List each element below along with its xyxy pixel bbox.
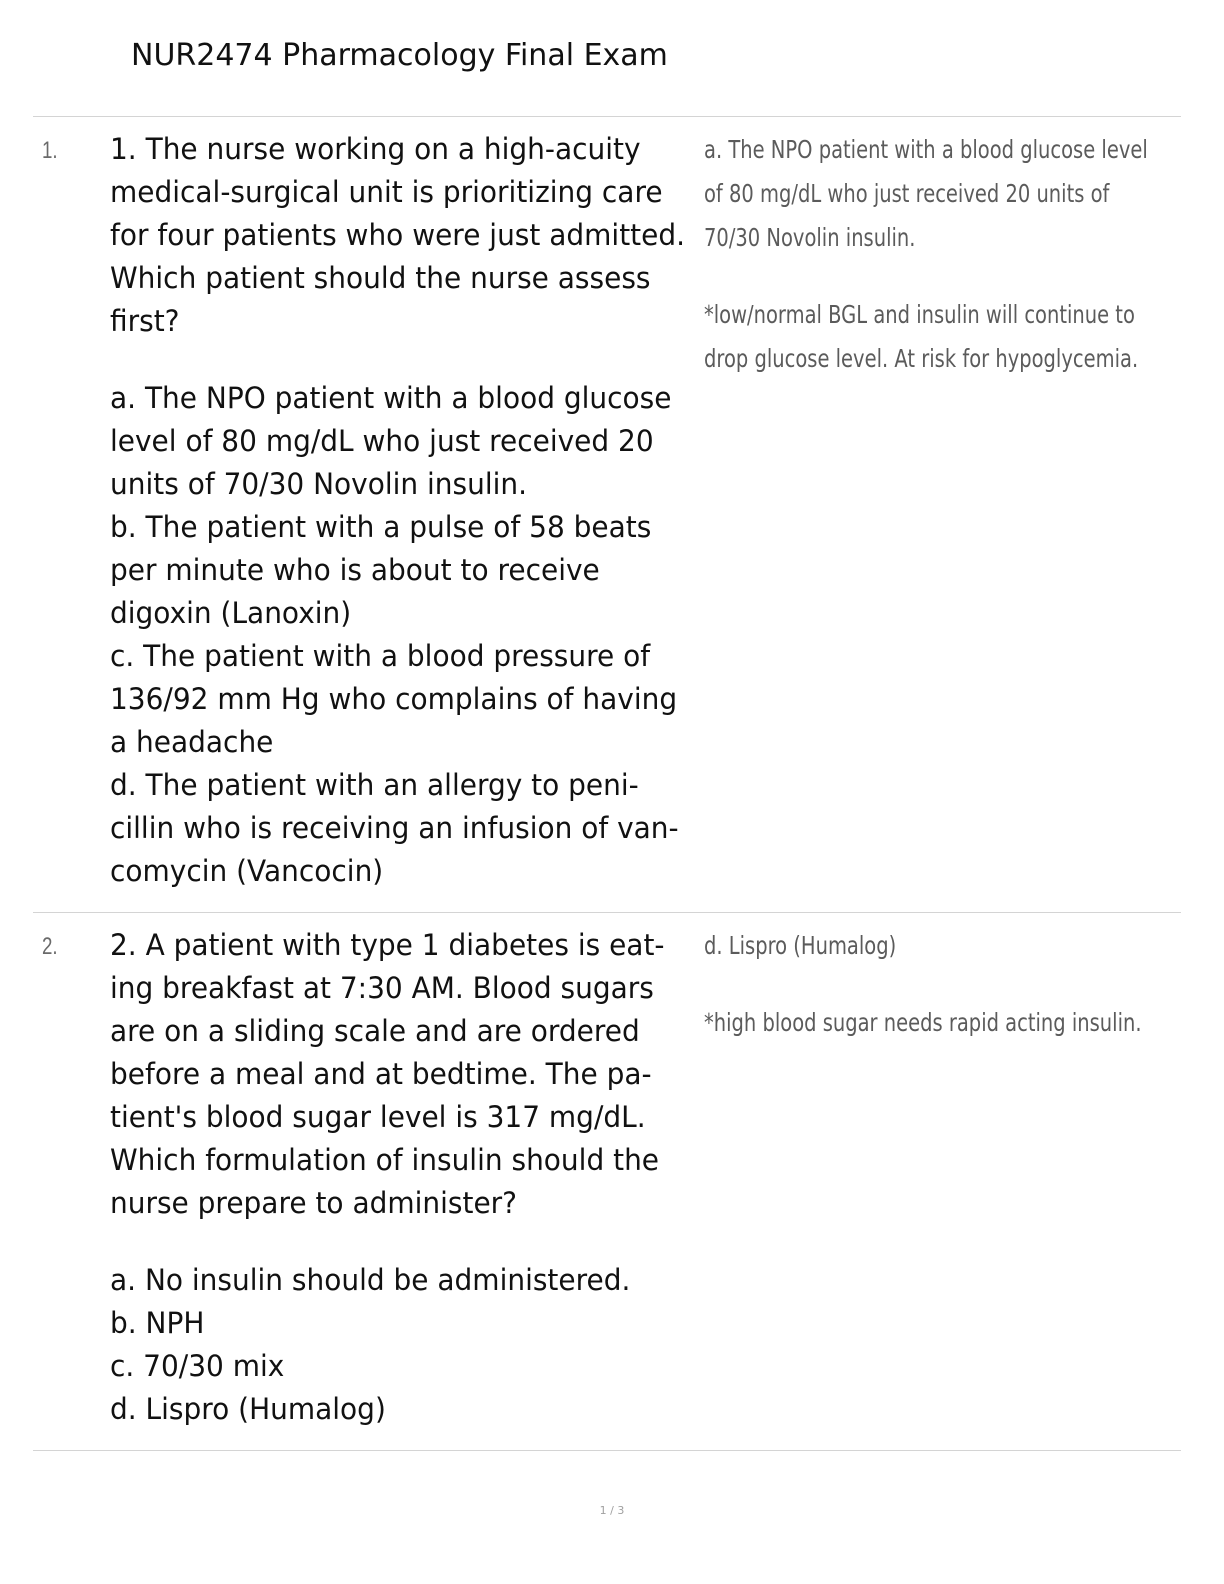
option-a: a. No insulin should be administered. bbox=[110, 1263, 631, 1297]
document-title: NUR2474 Pharmacology Final Exam bbox=[131, 38, 668, 73]
divider-top bbox=[33, 116, 1181, 117]
divider-middle bbox=[33, 912, 1181, 913]
option-d: d. The patient with an allergy to penicillin who is receiving an infusion of vancomycin (Vancocin) bbox=[110, 768, 679, 888]
answer-text: a. The NPO patient with a blood glucose level of 80 mg/dL who just received 20 units of 70/30 Novolin insulin. bbox=[704, 135, 1148, 252]
answer-text: d. Lispro (Humalog) bbox=[704, 931, 897, 960]
answer-rationale: *high blood sugar needs rapid acting insulin. bbox=[704, 1008, 1142, 1037]
option-a: a. The NPO patient with a blood glucose level of 80 mg/dL who just received 20 units of 70/30 Novolin insulin. bbox=[110, 381, 672, 501]
options-list bbox=[110, 377, 689, 893]
question-number: 1. bbox=[42, 137, 58, 164]
question-body bbox=[110, 128, 689, 893]
question-text: 2. A patient with type 1 diabetes is eating breakfast at 7:30 AM. Blood sugars are on a sliding scale and are ordered before a meal and at bedtime. The patient's blood sugar level is 317 mg/dL. Which formulation of insulin should the nurse prepare to administer? bbox=[110, 928, 665, 1220]
option-d: d. Lispro (Humalog) bbox=[110, 1392, 386, 1426]
answer-rationale: *low/normal BGL and insulin will continue to drop glucose level. At risk for hypoglycemia. bbox=[704, 300, 1139, 373]
answer-block bbox=[704, 924, 1164, 1045]
question-text: 1. The nurse working on a high-acuity medical-surgical unit is prioritizing care for four patients who were just admitted. Which patient should the nurse assess first? bbox=[110, 132, 686, 338]
question-body bbox=[110, 924, 689, 1431]
option-b: b. The patient with a pulse of 58 beats per minute who is about to receive digoxin (Lanoxin) bbox=[110, 510, 652, 630]
options-list bbox=[110, 1259, 689, 1431]
answer-block bbox=[704, 128, 1164, 381]
page-indicator: 1 / 3 bbox=[599, 1504, 625, 1517]
option-c: c. 70/30 mix bbox=[110, 1349, 285, 1383]
option-c: c. The patient with a blood pressure of 136/92 mm Hg who complains of having a headache bbox=[110, 639, 678, 759]
option-b: b. NPH bbox=[110, 1306, 205, 1340]
divider-bottom bbox=[33, 1450, 1181, 1451]
question-number: 2. bbox=[42, 933, 58, 960]
